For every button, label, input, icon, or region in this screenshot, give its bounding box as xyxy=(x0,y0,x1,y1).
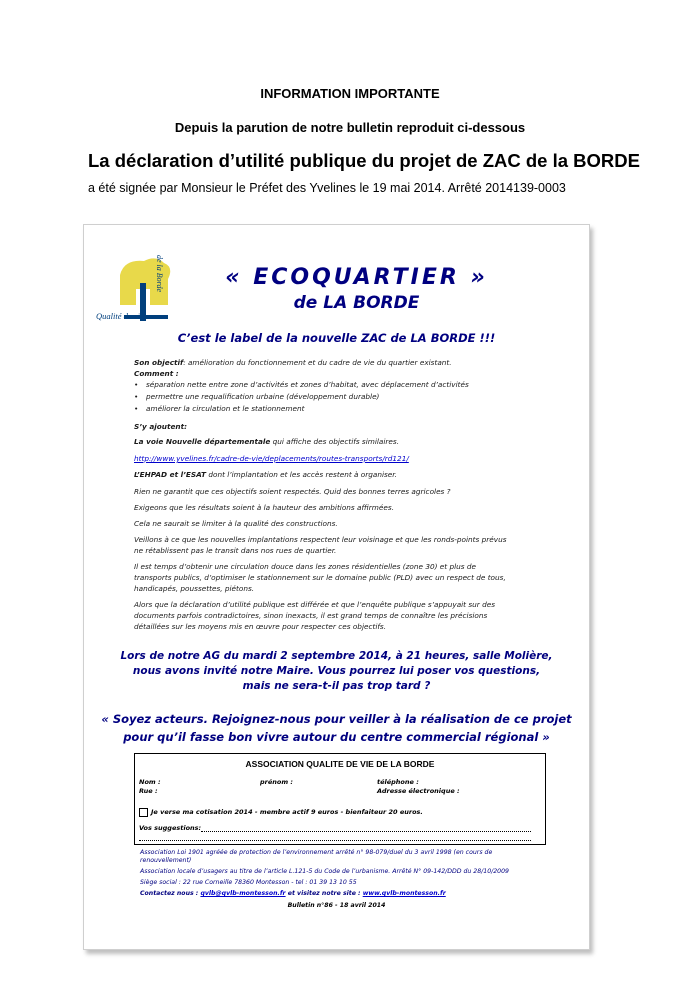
paragraph: handicapés, poussettes, piétons. xyxy=(134,584,255,593)
footer-line: renouvellement) xyxy=(140,857,192,864)
road-text: qui affiche des objectifs similaires. xyxy=(270,437,400,446)
ag-line: Lors de notre AG du mardi 2 septembre 2014, à 21 heures, salle Molière, xyxy=(120,650,553,662)
ehpad-text: dont l’implantation et les accès restent à organiser. xyxy=(206,470,397,479)
bullet-item: • permettre une requalification urbaine (développement durable) xyxy=(146,391,379,402)
road-bold: La voie Nouvelle départementale xyxy=(134,437,271,446)
bulletin-scan xyxy=(83,224,590,950)
ecoquartier-subtitle: de LA BORDE xyxy=(293,293,420,313)
contact-line xyxy=(140,890,446,899)
suggestions-line[interactable] xyxy=(139,840,531,841)
bullet-item: • améliorer la circulation et le stationnement xyxy=(146,403,305,414)
label-line: C’est le label de la nouvelle ZAC de LA BORDE !!! xyxy=(177,331,496,345)
contact-email-link[interactable]: qvlb@qvlb-montesson.fr xyxy=(200,890,286,897)
add-label: S’y ajoutent: xyxy=(134,422,187,431)
paragraph: Exigeons que les résultats soient à la hauteur des ambitions affirmées. xyxy=(134,503,395,512)
cotisation-checkbox[interactable] xyxy=(139,808,148,817)
objective-paragraph xyxy=(134,357,452,368)
footer-line: Association Loi 1901 agréée de protection de l’environnement arrêté n° 98-079/duel du 3 avril 1998 (en cours de xyxy=(140,849,493,856)
signed-line: a été signée par Monsieur le Préfet des Yvelines le 19 mai 2014. Arrêté 2014139-0003 xyxy=(88,181,566,195)
logo-vertical-text: de la Borde xyxy=(155,255,164,293)
contact-mid: et visitez notre site : xyxy=(287,890,361,897)
comment-label: Comment : xyxy=(134,369,179,378)
bullet-item: • séparation nette entre zone d’activités et zones d’habitat, avec déplacement d’activités xyxy=(146,379,469,390)
prenom-label: prénom : xyxy=(260,778,293,786)
email-label: Adresse électronique : xyxy=(377,787,460,795)
cotisation-label: Je verse ma cotisation 2014 - membre actif 9 euros - bienfaiteur 20 euros. xyxy=(151,808,423,816)
bulletin-number: Bulletin n°86 - 18 avril 2014 xyxy=(287,902,386,909)
telephone-label: téléphone : xyxy=(377,778,419,786)
logo-caption: Qualité de vie xyxy=(96,311,144,321)
form-title: ASSOCIATION QUALITE DE VIE DE LA BORDE xyxy=(245,759,435,769)
ecoquartier-title: « ECOQUARTIER » xyxy=(225,265,488,290)
objective-text: : amélioration du fonctionnement et du cadre de vie du quartier existant. xyxy=(183,358,452,367)
contact-site-link[interactable]: www.qvlb-montesson.fr xyxy=(362,890,446,897)
footer-line: Association locale d’usagers au titre de l’article L.121-5 du Code de l’urbanisme. Arrêté N° 09-142/DDD du 28/10/2009 xyxy=(140,868,509,875)
paragraph: documents parfois contradictoires, sinon inexacts, il est grand temps de connaître les précisions xyxy=(134,611,488,620)
paragraph: Il est temps d’obtenir une circulation douce dans les zones résidentielles (zone 30) et plus de xyxy=(134,562,476,571)
rue-label: Rue : xyxy=(139,787,158,795)
paragraph: transports publics, d’optimiser le stationnement sur le domaine public (PLD) avec un respect de tous, xyxy=(134,573,506,582)
page-title: INFORMATION IMPORTANTE xyxy=(260,86,440,101)
paragraph: Rien ne garantit que ces objectifs soient respectés. Quid des bonnes terres agricoles ? xyxy=(134,487,451,496)
contact-prefix: Contactez nous : xyxy=(140,890,199,897)
road-paragraph xyxy=(134,436,399,447)
nom-label: Nom : xyxy=(139,778,161,786)
suggestions-line[interactable] xyxy=(201,831,531,832)
rd121-link[interactable]: http://www.yvelines.fr/cadre-de-vie/deplacements/routes-transports/rd121/ xyxy=(134,454,409,463)
objective-label: Son objectif xyxy=(134,358,184,367)
suggestions-label: Vos suggestions: xyxy=(139,824,202,832)
ehpad-bold: L’EHPAD et l’ESAT xyxy=(134,470,207,479)
paragraph: Veillons à ce que les nouvelles implantations respectent leur voisinage et que les ronds-points prévus xyxy=(134,535,507,544)
footer-line: Siège social : 22 rue Corneille 78360 Montesson - tel : 01 39 13 10 55 xyxy=(140,879,357,886)
paragraph: Cela ne saurait se limiter à la qualité des constructions. xyxy=(134,519,338,528)
ehpad-paragraph xyxy=(134,469,397,480)
ag-line: nous avons invité notre Maire. Vous pourrez lui poser vos questions, xyxy=(132,665,541,677)
headline: La déclaration d’utilité publique du projet de ZAC de la BORDE xyxy=(88,150,640,171)
ag-line: mais ne sera-t-il pas trop tard ? xyxy=(242,680,431,692)
paragraph: Alors que la déclaration d’utilité publique est différée et que l’enquête publique s’appuyait sur des xyxy=(134,600,496,609)
paragraph: détaillées sur les moyens mis en œuvre pour respecter ces objectifs. xyxy=(134,622,387,631)
page-subtitle: Depuis la parution de notre bulletin reproduit ci-dessous xyxy=(174,120,526,135)
membership-form xyxy=(134,753,546,845)
call-to-action: « Soyez acteurs. Rejoignez-nous pour veiller à la réalisation de ce projet xyxy=(101,712,572,726)
paragraph: ne rétablissent pas le transit dans nos rues de quartier. xyxy=(134,546,337,555)
call-to-action: pour qu’il fasse bon vivre autour du centre commercial régional » xyxy=(123,730,550,744)
